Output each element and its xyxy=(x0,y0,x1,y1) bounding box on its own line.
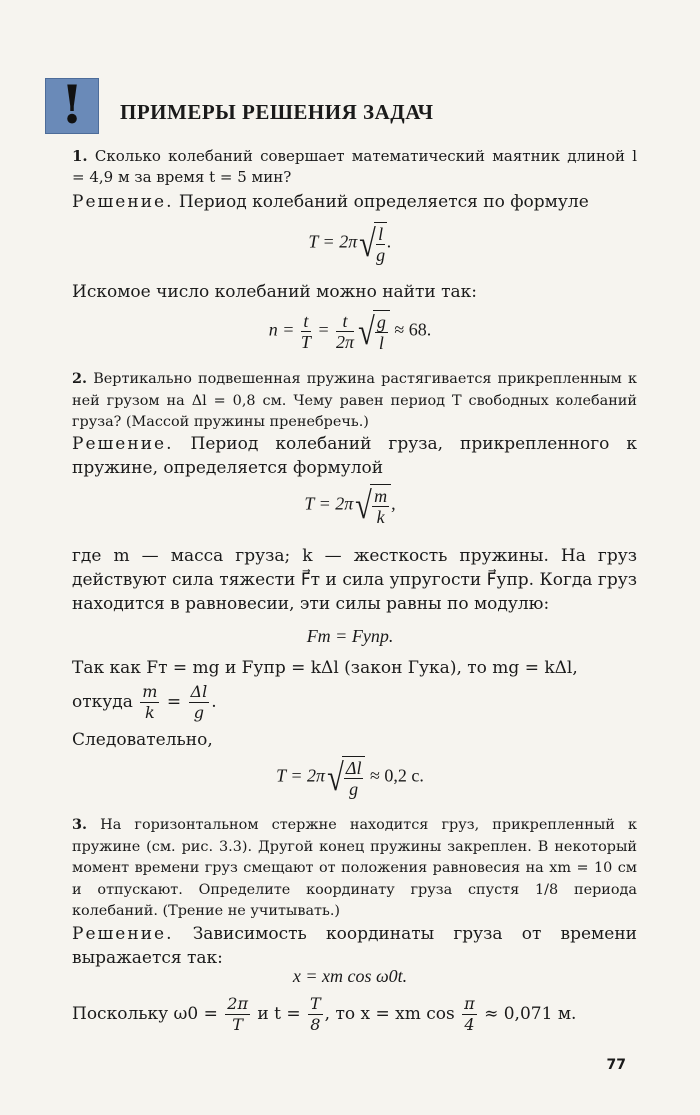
frac-denominator: k xyxy=(376,507,385,527)
problem-number: 1. xyxy=(72,147,88,165)
page-number: 77 xyxy=(606,1057,626,1073)
frac-numerator: t xyxy=(301,311,311,332)
formula-force-balance: Fт = Fупр. xyxy=(306,626,394,646)
solution-2-text4 xyxy=(72,682,637,723)
frac-numerator: π xyxy=(464,994,475,1013)
solution-2-text2: где m — масса груза; k — жесткость пружины. На груз действуют сила тяжести F⃗т и сила упругости F⃗упр. Когда груз находится в равновесии, эти силы равны по модулю: xyxy=(72,546,637,614)
solution-text: Период колебаний груза, прикрепленного к пружине, определяется формулой xyxy=(72,434,637,478)
solution-3-intro xyxy=(72,922,637,970)
solution-text: Период колебаний определяется по формуле xyxy=(178,192,589,212)
frac-numerator: 2π xyxy=(227,994,248,1013)
sqrt: √ $\frac{g}{l}$ xyxy=(356,310,390,353)
formula-result: ≈ 68. xyxy=(394,319,432,340)
frac-denominator: l xyxy=(378,333,384,353)
frac-denominator: g xyxy=(349,779,359,799)
solution-1-intro xyxy=(72,190,637,214)
sqrt: √ $\frac{m}{k}$ xyxy=(353,484,391,527)
solution-text: Зависимость координаты груза от времени выражается так: xyxy=(72,924,637,968)
frac-denominator: g xyxy=(376,245,386,265)
frac-denominator: T xyxy=(232,1015,243,1034)
solution-label: Решение. xyxy=(72,924,174,944)
formula-oscillation-count xyxy=(0,310,700,353)
frac-numerator: g xyxy=(376,312,386,332)
problem-text: Вертикально подвешенная пружина растягивается прикрепленным к ней грузом на Δl = 0,8 см. Чему равен период T свободных колебаний груза? (Массой пружины пренебречь.) xyxy=(72,371,637,430)
text-otkuda: откуда xyxy=(72,692,133,712)
problem-text: Сколько колебаний совершает математический маятник длиной l = 4,9 м за время t = 5 мин? xyxy=(72,147,637,186)
frac-numerator: m xyxy=(374,486,388,506)
formula-spring-result xyxy=(0,756,700,799)
frac-denominator: 8 xyxy=(310,1015,321,1034)
frac-numerator: l xyxy=(378,224,384,244)
equals-sign: = xyxy=(317,319,330,340)
frac-numerator: t xyxy=(336,311,354,332)
problem-3 xyxy=(72,814,637,923)
formula-lhs: T = 2π xyxy=(308,231,358,252)
problem-number: 2. xyxy=(72,370,88,387)
frac-numerator: Δl xyxy=(345,758,362,778)
sqrt: √ $\frac{l}{g}$ xyxy=(357,222,387,265)
formula-result: ≈ 0,2 с. xyxy=(369,765,424,786)
solution-2-text5: Следовательно, xyxy=(72,730,213,750)
formula-lhs: T = 2π xyxy=(276,765,326,786)
formula-punct: . xyxy=(387,231,392,252)
frac-denominator: 2π xyxy=(336,332,355,352)
section-heading: ПРИМЕРЫ РЕШЕНИЯ ЗАДАЧ xyxy=(120,100,434,124)
frac-denominator: k xyxy=(145,703,155,722)
text-poskolku: Поскольку ω0 = xyxy=(72,1004,218,1024)
equals-sign: = xyxy=(166,692,182,712)
text-and: и t = xyxy=(257,1004,301,1024)
problem-2 xyxy=(72,368,637,434)
frac-denominator: T xyxy=(300,332,311,352)
sqrt: √ $\frac{\Delta l}{g}$ xyxy=(325,756,365,799)
frac-numerator: m xyxy=(142,682,158,701)
formula-lhs: n = xyxy=(268,319,295,340)
solution-label: Решение. xyxy=(72,434,174,454)
problem-number: 3. xyxy=(72,816,88,833)
frac-denominator: g xyxy=(193,703,204,722)
formula-result: ≈ 0,071 м. xyxy=(484,1004,577,1024)
frac-numerator: T xyxy=(310,994,321,1013)
formula-coordinate: x = xm cos ω0t. xyxy=(292,966,408,986)
solution-2-text3: Так как Fт = mg и Fупр = kΔl (закон Гука), то mg = kΔl, xyxy=(72,658,578,678)
frac-denominator: 4 xyxy=(464,1015,475,1034)
solution-2-intro xyxy=(72,432,637,480)
solution-1-text2: Искомое число колебаний можно найти так: xyxy=(72,282,478,302)
formula-lhs: T = 2π xyxy=(304,493,354,514)
solution-3-text2 xyxy=(72,994,637,1035)
problem-text: На горизонтальном стержне находится груз, прикрепленный к пружине (см. рис. 3.3). Другой конец пружины закреплен. В некоторый момент времени груз смещают от положения равновесия на xm = 10 см и отпускают. Определите координату груза спустя 1/8 периода колебаний. (Трение не учитывать.) xyxy=(72,817,638,919)
exclamation-icon: ! xyxy=(45,78,99,134)
formula-pendulum-period xyxy=(0,222,700,265)
solution-label: Решение. xyxy=(72,192,174,212)
frac-numerator: Δl xyxy=(190,682,208,701)
problem-1 xyxy=(72,146,637,188)
formula-spring-period xyxy=(0,484,700,527)
text-then: , то x = xm cos xyxy=(324,1004,455,1024)
formula-punct: . xyxy=(211,692,217,712)
formula-punct: , xyxy=(391,493,396,514)
